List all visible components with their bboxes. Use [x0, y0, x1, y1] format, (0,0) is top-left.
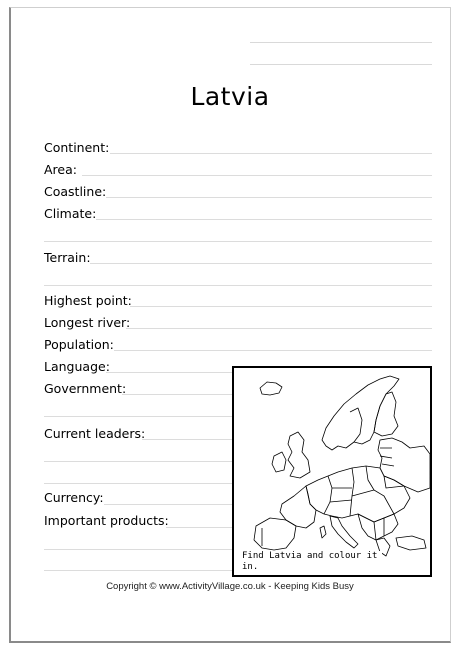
field-label-climate: Climate:	[44, 206, 97, 221]
map-caption: Find Latvia and colour it in.	[242, 551, 382, 573]
answer-line-population[interactable]	[114, 350, 432, 351]
answer-line-currency[interactable]	[104, 504, 232, 505]
answer-line-current-leaders-2[interactable]	[44, 461, 232, 462]
answer-line-government[interactable]	[122, 394, 232, 395]
answer-line-important-products-3[interactable]	[44, 570, 232, 571]
answer-line-longest-river[interactable]	[126, 328, 432, 329]
answer-line-continent[interactable]	[110, 153, 432, 154]
field-label-current-leaders: Current leaders:	[44, 426, 146, 441]
answer-line-area[interactable]	[82, 175, 432, 176]
field-label-government: Government:	[44, 381, 127, 396]
field-label-continent: Continent:	[44, 140, 110, 155]
field-label-important-products: Important products:	[44, 513, 169, 528]
answer-line-current-leaders-3[interactable]	[44, 483, 232, 484]
answer-line-terrain[interactable]	[90, 263, 432, 264]
answer-line-government-2[interactable]	[44, 416, 232, 417]
europe-map-box	[232, 366, 432, 577]
europe-outline-map[interactable]	[234, 368, 430, 575]
answer-line-language[interactable]	[106, 372, 232, 373]
answer-line-highest-point[interactable]	[130, 306, 432, 307]
answer-line-current-leaders[interactable]	[142, 439, 232, 440]
name-line-1[interactable]	[250, 42, 432, 43]
answer-line-climate-2[interactable]	[44, 241, 432, 242]
field-label-terrain: Terrain:	[44, 250, 91, 265]
field-label-longest-river: Longest river:	[44, 315, 131, 330]
field-label-highest-point: Highest point:	[44, 293, 132, 308]
worksheet-title: Latvia	[190, 82, 270, 111]
field-label-area: Area:	[44, 162, 77, 177]
field-label-language: Language:	[44, 359, 110, 374]
answer-line-important-products[interactable]	[166, 527, 232, 528]
answer-line-terrain-2[interactable]	[44, 285, 432, 286]
copyright-footer: Copyright © www.ActivityVillage.co.uk - Keeping Kids Busy	[106, 581, 354, 592]
field-label-currency: Currency:	[44, 490, 104, 505]
answer-line-coastline[interactable]	[106, 197, 432, 198]
name-line-2[interactable]	[250, 64, 432, 65]
answer-line-important-products-2[interactable]	[44, 549, 232, 550]
field-label-coastline: Coastline:	[44, 184, 107, 199]
field-label-population: Population:	[44, 337, 114, 352]
answer-line-climate[interactable]	[96, 219, 432, 220]
